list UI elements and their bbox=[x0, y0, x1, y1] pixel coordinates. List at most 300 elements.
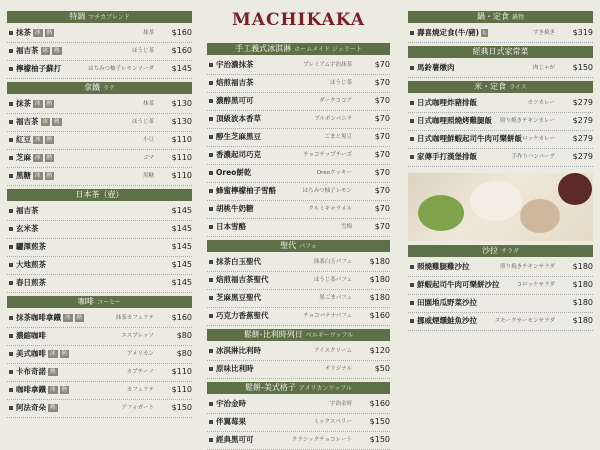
bullet-icon bbox=[209, 171, 213, 175]
menu-item[interactable] bbox=[408, 131, 593, 149]
bullet-icon bbox=[9, 316, 13, 320]
menu-item[interactable] bbox=[207, 93, 390, 111]
temperature-badge: 冰 bbox=[35, 101, 41, 107]
section-title: 經典日式家常菜 bbox=[472, 47, 529, 56]
item-name: 焙煎福吉茶聖代 bbox=[216, 275, 269, 284]
menu-column-1 bbox=[7, 8, 192, 418]
bullet-icon bbox=[410, 265, 414, 269]
section-title: 米・定食 bbox=[474, 82, 507, 91]
section-title: 手工義式冰淇淋 bbox=[235, 44, 292, 53]
item-price: $150 bbox=[572, 63, 593, 72]
item-japanese-name: ダークココア bbox=[319, 98, 352, 104]
menu-item[interactable] bbox=[207, 111, 390, 129]
bullet-icon bbox=[410, 66, 414, 70]
item-price: $160 bbox=[369, 311, 390, 320]
item-name: Oreo餅乾 bbox=[216, 168, 252, 177]
bullet-icon bbox=[9, 120, 13, 124]
section-header bbox=[207, 329, 390, 341]
bullet-icon bbox=[209, 260, 213, 264]
temperature-badge: 冰 bbox=[65, 315, 71, 321]
item-name: 美式咖啡 bbox=[16, 349, 46, 358]
temperature-badge: 熱 bbox=[50, 369, 56, 375]
item-name: 焙煎福吉茶 bbox=[216, 78, 254, 87]
section-subtitle: ライス bbox=[509, 84, 527, 91]
item-price: $70 bbox=[374, 78, 390, 87]
item-price: $70 bbox=[374, 150, 390, 159]
item-name: 卡布奇諾 bbox=[16, 367, 46, 376]
item-japanese-name: ほうじ茶 bbox=[131, 119, 154, 125]
item-name: 抹茶白玉聖代 bbox=[216, 257, 261, 266]
menu-item[interactable] bbox=[207, 308, 390, 326]
section-header bbox=[7, 189, 192, 201]
item-price: $145 bbox=[171, 260, 192, 269]
menu-column-3 bbox=[408, 8, 593, 331]
item-price: $110 bbox=[171, 367, 192, 376]
menu-item[interactable] bbox=[408, 60, 593, 78]
item-name: 經典黑可可 bbox=[216, 435, 254, 444]
bullet-icon bbox=[9, 156, 13, 160]
item-japanese-name: アフォガート bbox=[121, 405, 154, 411]
item-japanese-name: 抹茶白玉パフェ bbox=[313, 259, 352, 265]
item-price: $279 bbox=[572, 98, 593, 107]
item-name: 挪威煙燻鮭魚沙拉 bbox=[417, 316, 477, 325]
item-price: $150 bbox=[369, 435, 390, 444]
item-japanese-name: コロッケカレー bbox=[516, 136, 555, 142]
item-price: $130 bbox=[171, 117, 192, 126]
item-name: 黑糖 bbox=[16, 171, 31, 180]
food-photo bbox=[408, 173, 593, 241]
menu-item[interactable] bbox=[7, 168, 192, 186]
item-japanese-name: チョコバナナパフェ bbox=[303, 313, 352, 319]
section-subtitle: パフェ bbox=[299, 243, 317, 250]
temperature-badge: 熱 bbox=[61, 387, 68, 393]
bullet-icon bbox=[9, 245, 13, 249]
item-japanese-name: 抹茶 bbox=[142, 30, 154, 36]
section-title: 特調 bbox=[69, 12, 86, 21]
item-japanese-name: ブルボンバニラ bbox=[314, 116, 352, 122]
menu-item[interactable] bbox=[207, 396, 390, 414]
temperature-badge: 冰 bbox=[42, 119, 49, 125]
bullet-icon bbox=[209, 349, 213, 353]
item-name: 宇治金時 bbox=[216, 399, 246, 408]
bullet-icon bbox=[209, 314, 213, 318]
section-subtitle: マチカブレンド bbox=[88, 14, 130, 21]
item-price: $70 bbox=[374, 60, 390, 69]
section-subtitle: ベルギーワッフル bbox=[305, 332, 354, 339]
temperature-badge: 熱 bbox=[50, 405, 56, 411]
item-japanese-name: コロッケサラダ bbox=[516, 282, 555, 288]
item-price: $110 bbox=[171, 171, 192, 180]
item-price: $120 bbox=[369, 346, 390, 355]
menu-item[interactable] bbox=[408, 25, 593, 43]
food-bowl-image bbox=[418, 195, 464, 231]
item-japanese-name: はちみつ柚子レモンソーダ bbox=[88, 66, 154, 72]
temperature-badge: 熱 bbox=[54, 119, 60, 125]
menu-item[interactable] bbox=[7, 328, 192, 346]
item-name: 抹茶 bbox=[16, 99, 31, 108]
item-japanese-name: はちみつ柚子レモン bbox=[302, 188, 352, 194]
bullet-icon bbox=[209, 420, 213, 424]
section-subtitle: サラダ bbox=[501, 248, 519, 255]
menu-item[interactable] bbox=[408, 149, 593, 167]
item-price: $145 bbox=[171, 278, 192, 287]
bullet-icon bbox=[209, 99, 213, 103]
temperature-badge: 熱 bbox=[46, 155, 53, 161]
item-price: $180 bbox=[369, 275, 390, 284]
item-japanese-name: すき焼き bbox=[532, 30, 555, 36]
section-title: 鬆餅-比利時列日 bbox=[243, 330, 303, 339]
temperature-badge: 熱 bbox=[76, 315, 83, 321]
section-header bbox=[7, 82, 192, 94]
item-name: 原味比利時 bbox=[216, 364, 254, 373]
menu-item[interactable] bbox=[207, 414, 390, 432]
menu-item[interactable] bbox=[7, 221, 192, 239]
section-title: 聖代 bbox=[280, 241, 297, 250]
item-price: $145 bbox=[171, 206, 192, 215]
item-japanese-name: 手作りハンバーグ bbox=[511, 154, 555, 160]
bullet-icon bbox=[209, 81, 213, 85]
item-name: 田園地瓜野菜沙拉 bbox=[417, 298, 477, 307]
temperature-badge: 熱 bbox=[46, 30, 53, 36]
brand-logo: MACHIKAKA bbox=[231, 10, 366, 30]
menu-item[interactable] bbox=[7, 275, 192, 293]
item-name: 抹茶 bbox=[16, 28, 31, 37]
temperature-badge: 冰 bbox=[35, 155, 41, 161]
section-header bbox=[207, 240, 390, 252]
item-price: $70 bbox=[374, 186, 390, 195]
item-name: 壽喜燒定食(牛/豬) bbox=[417, 28, 480, 37]
bullet-icon bbox=[9, 102, 13, 106]
item-price: $70 bbox=[374, 168, 390, 177]
item-price: $145 bbox=[171, 242, 192, 251]
item-price: $70 bbox=[374, 96, 390, 105]
section-title: 鬆餅-美式格子 bbox=[245, 383, 296, 392]
menu-item[interactable] bbox=[7, 25, 192, 43]
menu-item[interactable] bbox=[408, 95, 593, 113]
bullet-icon bbox=[410, 101, 414, 105]
item-name: 紅豆 bbox=[16, 135, 31, 144]
item-name: 阿法奇朵 bbox=[16, 403, 46, 412]
item-price: $180 bbox=[369, 293, 390, 302]
section-header bbox=[207, 382, 390, 394]
item-japanese-name: 抹茶 bbox=[142, 101, 154, 107]
item-name: 日式咖哩炸豬排飯 bbox=[417, 98, 477, 107]
bullet-icon bbox=[410, 301, 414, 305]
temperature-badge: L bbox=[483, 30, 487, 36]
menu-item[interactable] bbox=[7, 150, 192, 168]
item-name: 巧克力香蕉聖代 bbox=[216, 311, 269, 320]
item-price: $70 bbox=[374, 222, 390, 231]
item-name: 芝麻黑豆聖代 bbox=[216, 293, 261, 302]
section-subtitle: ホームメイド ジェラート bbox=[294, 46, 362, 53]
item-japanese-name: 照り焼きチキンカレー bbox=[500, 118, 555, 124]
item-japanese-name: 雪梅 bbox=[340, 224, 352, 230]
bullet-icon bbox=[9, 209, 13, 213]
item-price: $279 bbox=[572, 116, 593, 125]
menu-item[interactable] bbox=[7, 96, 192, 114]
section-subtitle: アメリカンワッフル bbox=[298, 385, 352, 392]
menu-item[interactable] bbox=[7, 239, 192, 257]
bullet-icon bbox=[209, 117, 213, 121]
menu-item[interactable] bbox=[408, 277, 593, 295]
menu-item[interactable] bbox=[207, 165, 390, 183]
item-name: 家傳手打漢堡排飯 bbox=[417, 152, 477, 161]
menu-item[interactable] bbox=[408, 259, 593, 277]
temperature-badge: 熱 bbox=[61, 351, 68, 357]
item-japanese-name: チョコチップチーズ bbox=[303, 152, 352, 158]
bullet-icon bbox=[410, 283, 414, 287]
item-japanese-name: Oreoクッキー bbox=[316, 170, 352, 176]
item-name: 日式咖哩照燒烤雞腿飯 bbox=[417, 116, 492, 125]
menu-item[interactable] bbox=[207, 75, 390, 93]
item-japanese-name: スモークサーモンサラダ bbox=[494, 318, 555, 324]
item-name: 馬鈴薯燉肉 bbox=[417, 63, 455, 72]
temperature-badge: 冰 bbox=[42, 48, 49, 54]
menu-item[interactable] bbox=[207, 57, 390, 75]
item-japanese-name: ごまと黒豆 bbox=[324, 134, 352, 140]
section-header bbox=[7, 296, 192, 308]
item-name: 福吉茶 bbox=[16, 206, 39, 215]
food-bowl-image bbox=[520, 199, 560, 233]
menu-item[interactable] bbox=[207, 361, 390, 379]
temperature-badge: 冰 bbox=[50, 387, 56, 393]
item-name: 大地煎茶 bbox=[16, 260, 46, 269]
item-price: $279 bbox=[572, 152, 593, 161]
item-name: 蜂蜜檸檬柚子雪酪 bbox=[216, 186, 276, 195]
item-price: $150 bbox=[171, 403, 192, 412]
menu-item[interactable] bbox=[7, 382, 192, 400]
bullet-icon bbox=[410, 137, 414, 141]
menu-item[interactable] bbox=[207, 432, 390, 450]
bullet-icon bbox=[9, 388, 13, 392]
menu-item[interactable] bbox=[408, 313, 593, 331]
item-japanese-name: プレミアム宇治抹茶 bbox=[303, 62, 352, 68]
bullet-icon bbox=[410, 119, 414, 123]
section-title: 咖啡 bbox=[78, 297, 95, 306]
menu-item[interactable] bbox=[7, 346, 192, 364]
item-price: $145 bbox=[171, 64, 192, 73]
bullet-icon bbox=[9, 370, 13, 374]
item-price: $150 bbox=[369, 417, 390, 426]
item-price: $110 bbox=[171, 385, 192, 394]
bullet-icon bbox=[410, 31, 414, 35]
item-price: $70 bbox=[374, 114, 390, 123]
section-header bbox=[408, 81, 593, 93]
temperature-badge: 熱 bbox=[46, 101, 53, 107]
item-name: 宇治濃抹茶 bbox=[216, 60, 254, 69]
item-name: 芝麻 bbox=[16, 153, 31, 162]
section-header bbox=[408, 46, 593, 58]
menu-item[interactable] bbox=[7, 132, 192, 150]
section-title: 拿鐵 bbox=[83, 83, 100, 92]
section-header bbox=[207, 43, 390, 55]
menu-item[interactable] bbox=[7, 43, 192, 61]
item-name: 春日煎茶 bbox=[16, 278, 46, 287]
menu-item[interactable] bbox=[207, 183, 390, 201]
item-name: 日式咖哩鮮蝦起司牛肉可樂餅飯 bbox=[417, 134, 522, 143]
section-subtitle: コーヒー bbox=[97, 299, 121, 306]
item-price: $160 bbox=[369, 399, 390, 408]
item-price: $180 bbox=[572, 280, 593, 289]
section-subtitle: 鍋物 bbox=[511, 14, 524, 21]
menu-item[interactable] bbox=[207, 219, 390, 237]
section-header bbox=[408, 245, 593, 257]
food-bowl-image bbox=[558, 173, 592, 205]
bullet-icon bbox=[9, 31, 13, 35]
section-title: 沙拉 bbox=[482, 246, 499, 255]
item-japanese-name: クラシックチョコレート bbox=[291, 437, 352, 443]
menu-item[interactable] bbox=[207, 290, 390, 308]
menu-item[interactable] bbox=[207, 201, 390, 219]
item-price: $80 bbox=[176, 331, 192, 340]
item-japanese-name: ゴマ bbox=[142, 155, 154, 161]
item-price: $160 bbox=[171, 28, 192, 37]
menu-item[interactable] bbox=[7, 400, 192, 418]
section-title: 日本茶（壺） bbox=[75, 190, 124, 199]
item-japanese-name: クルミキャラメル bbox=[308, 206, 352, 212]
item-name: 頂級波本香草 bbox=[216, 114, 261, 123]
bullet-icon bbox=[209, 438, 213, 442]
bullet-icon bbox=[209, 278, 213, 282]
menu-item[interactable] bbox=[207, 254, 390, 272]
item-japanese-name: ほうじ茶 bbox=[131, 48, 154, 54]
item-name: 濃縮咖啡 bbox=[16, 331, 46, 340]
item-japanese-name: カフェラテ bbox=[126, 387, 154, 393]
item-name: 日本雪酪 bbox=[216, 222, 246, 231]
bullet-icon bbox=[9, 263, 13, 267]
item-price: $70 bbox=[374, 204, 390, 213]
item-name: 伴翼莓果 bbox=[216, 417, 246, 426]
item-price: $110 bbox=[171, 153, 192, 162]
item-price: $160 bbox=[171, 46, 192, 55]
item-japanese-name: エスプレッソ bbox=[121, 333, 154, 339]
menu-item[interactable] bbox=[207, 129, 390, 147]
section-title: 鍋・定食 bbox=[476, 12, 509, 21]
bullet-icon bbox=[209, 207, 213, 211]
menu-item[interactable] bbox=[207, 147, 390, 165]
item-name: 濃醇黑可可 bbox=[216, 96, 254, 105]
item-price: $279 bbox=[572, 134, 593, 143]
item-price: $180 bbox=[572, 262, 593, 271]
menu-item[interactable] bbox=[7, 114, 192, 132]
bullet-icon bbox=[9, 352, 13, 356]
item-name: 醇生芝麻黑豆 bbox=[216, 132, 261, 141]
item-japanese-name: アイスクリーム bbox=[314, 348, 352, 354]
bullet-icon bbox=[209, 153, 213, 157]
item-price: $180 bbox=[572, 316, 593, 325]
item-japanese-name: オリジナル bbox=[324, 366, 352, 372]
item-japanese-name: 抹茶カフェラテ bbox=[115, 315, 154, 321]
item-name: 咖啡拿鐵 bbox=[16, 385, 46, 394]
item-japanese-name: ミックスベリー bbox=[313, 419, 352, 425]
item-name: 福吉茶 bbox=[16, 117, 39, 126]
item-name: 鮮蝦起司牛肉可樂餅沙拉 bbox=[417, 280, 500, 289]
item-price: $145 bbox=[171, 224, 192, 233]
item-price: $319 bbox=[572, 28, 593, 37]
item-japanese-name: アメリカン bbox=[126, 351, 154, 357]
item-japanese-name: カプチーノ bbox=[126, 369, 154, 375]
item-japanese-name: カツカレー bbox=[527, 100, 555, 106]
item-name: 冰淇淋比利時 bbox=[216, 346, 261, 355]
item-japanese-name: 小豆 bbox=[142, 137, 154, 143]
menu-item[interactable] bbox=[207, 272, 390, 290]
bullet-icon bbox=[410, 155, 414, 159]
menu-item[interactable] bbox=[408, 113, 593, 131]
item-name: 玄米茶 bbox=[16, 224, 39, 233]
bullet-icon bbox=[9, 406, 13, 410]
menu-item[interactable] bbox=[207, 343, 390, 361]
item-price: $110 bbox=[171, 135, 192, 144]
menu-item[interactable] bbox=[7, 257, 192, 275]
item-name: 香濃起司巧克 bbox=[216, 150, 261, 159]
item-japanese-name: ほうじ茶パフェ bbox=[313, 277, 352, 283]
item-price: $180 bbox=[369, 257, 390, 266]
bullet-icon bbox=[9, 334, 13, 338]
item-name: 驪澤煎茶 bbox=[16, 242, 46, 251]
item-price: $80 bbox=[176, 349, 192, 358]
bullet-icon bbox=[9, 227, 13, 231]
temperature-badge: 冰 bbox=[50, 351, 56, 357]
bullet-icon bbox=[209, 63, 213, 67]
menu-item[interactable] bbox=[7, 203, 192, 221]
item-japanese-name: 肉じゃが bbox=[532, 65, 555, 71]
section-header bbox=[408, 11, 593, 23]
bullet-icon bbox=[209, 296, 213, 300]
bullet-icon bbox=[9, 174, 13, 178]
menu-item[interactable] bbox=[7, 61, 192, 79]
menu-column-2 bbox=[207, 40, 390, 450]
bullet-icon bbox=[209, 189, 213, 193]
item-name: 照燒雞腿雞沙拉 bbox=[417, 262, 470, 271]
bullet-icon bbox=[209, 135, 213, 139]
item-japanese-name: 黒糖 bbox=[142, 173, 154, 179]
item-name: 胡桃牛奶糖 bbox=[216, 204, 254, 213]
menu-item[interactable] bbox=[408, 295, 593, 313]
section-header bbox=[7, 11, 192, 23]
bullet-icon bbox=[209, 367, 213, 371]
food-bowl-image bbox=[470, 181, 522, 221]
item-price: $130 bbox=[171, 99, 192, 108]
bullet-icon bbox=[9, 138, 13, 142]
section-subtitle: ラテ bbox=[102, 85, 115, 92]
temperature-badge: 冰 bbox=[35, 173, 41, 179]
item-price: $50 bbox=[374, 364, 390, 373]
item-japanese-name: 宇治金時 bbox=[329, 401, 352, 407]
item-price: $180 bbox=[572, 298, 593, 307]
temperature-badge: 冰 bbox=[35, 30, 41, 36]
bullet-icon bbox=[9, 49, 13, 53]
bullet-icon bbox=[9, 67, 13, 71]
menu-item[interactable] bbox=[7, 310, 192, 328]
item-japanese-name: 黒ごまパフェ bbox=[319, 295, 352, 301]
menu-item[interactable] bbox=[7, 364, 192, 382]
bullet-icon bbox=[209, 402, 213, 406]
temperature-badge: 熱 bbox=[46, 137, 53, 143]
temperature-badge: 熱 bbox=[46, 173, 53, 179]
item-price: $160 bbox=[171, 313, 192, 322]
item-japanese-name: 照り焼きチキンサラダ bbox=[500, 264, 555, 270]
item-name: 福吉茶 bbox=[16, 46, 39, 55]
bullet-icon bbox=[209, 225, 213, 229]
item-japanese-name: ほうじ茶 bbox=[329, 80, 352, 86]
item-name: 抹茶咖啡拿鐵 bbox=[16, 313, 61, 322]
bullet-icon bbox=[9, 281, 13, 285]
temperature-badge: 熱 bbox=[54, 48, 60, 54]
item-price: $70 bbox=[374, 132, 390, 141]
item-name: 檸檬柚子蘇打 bbox=[16, 64, 61, 73]
bullet-icon bbox=[410, 319, 414, 323]
temperature-badge: 冰 bbox=[35, 137, 41, 143]
